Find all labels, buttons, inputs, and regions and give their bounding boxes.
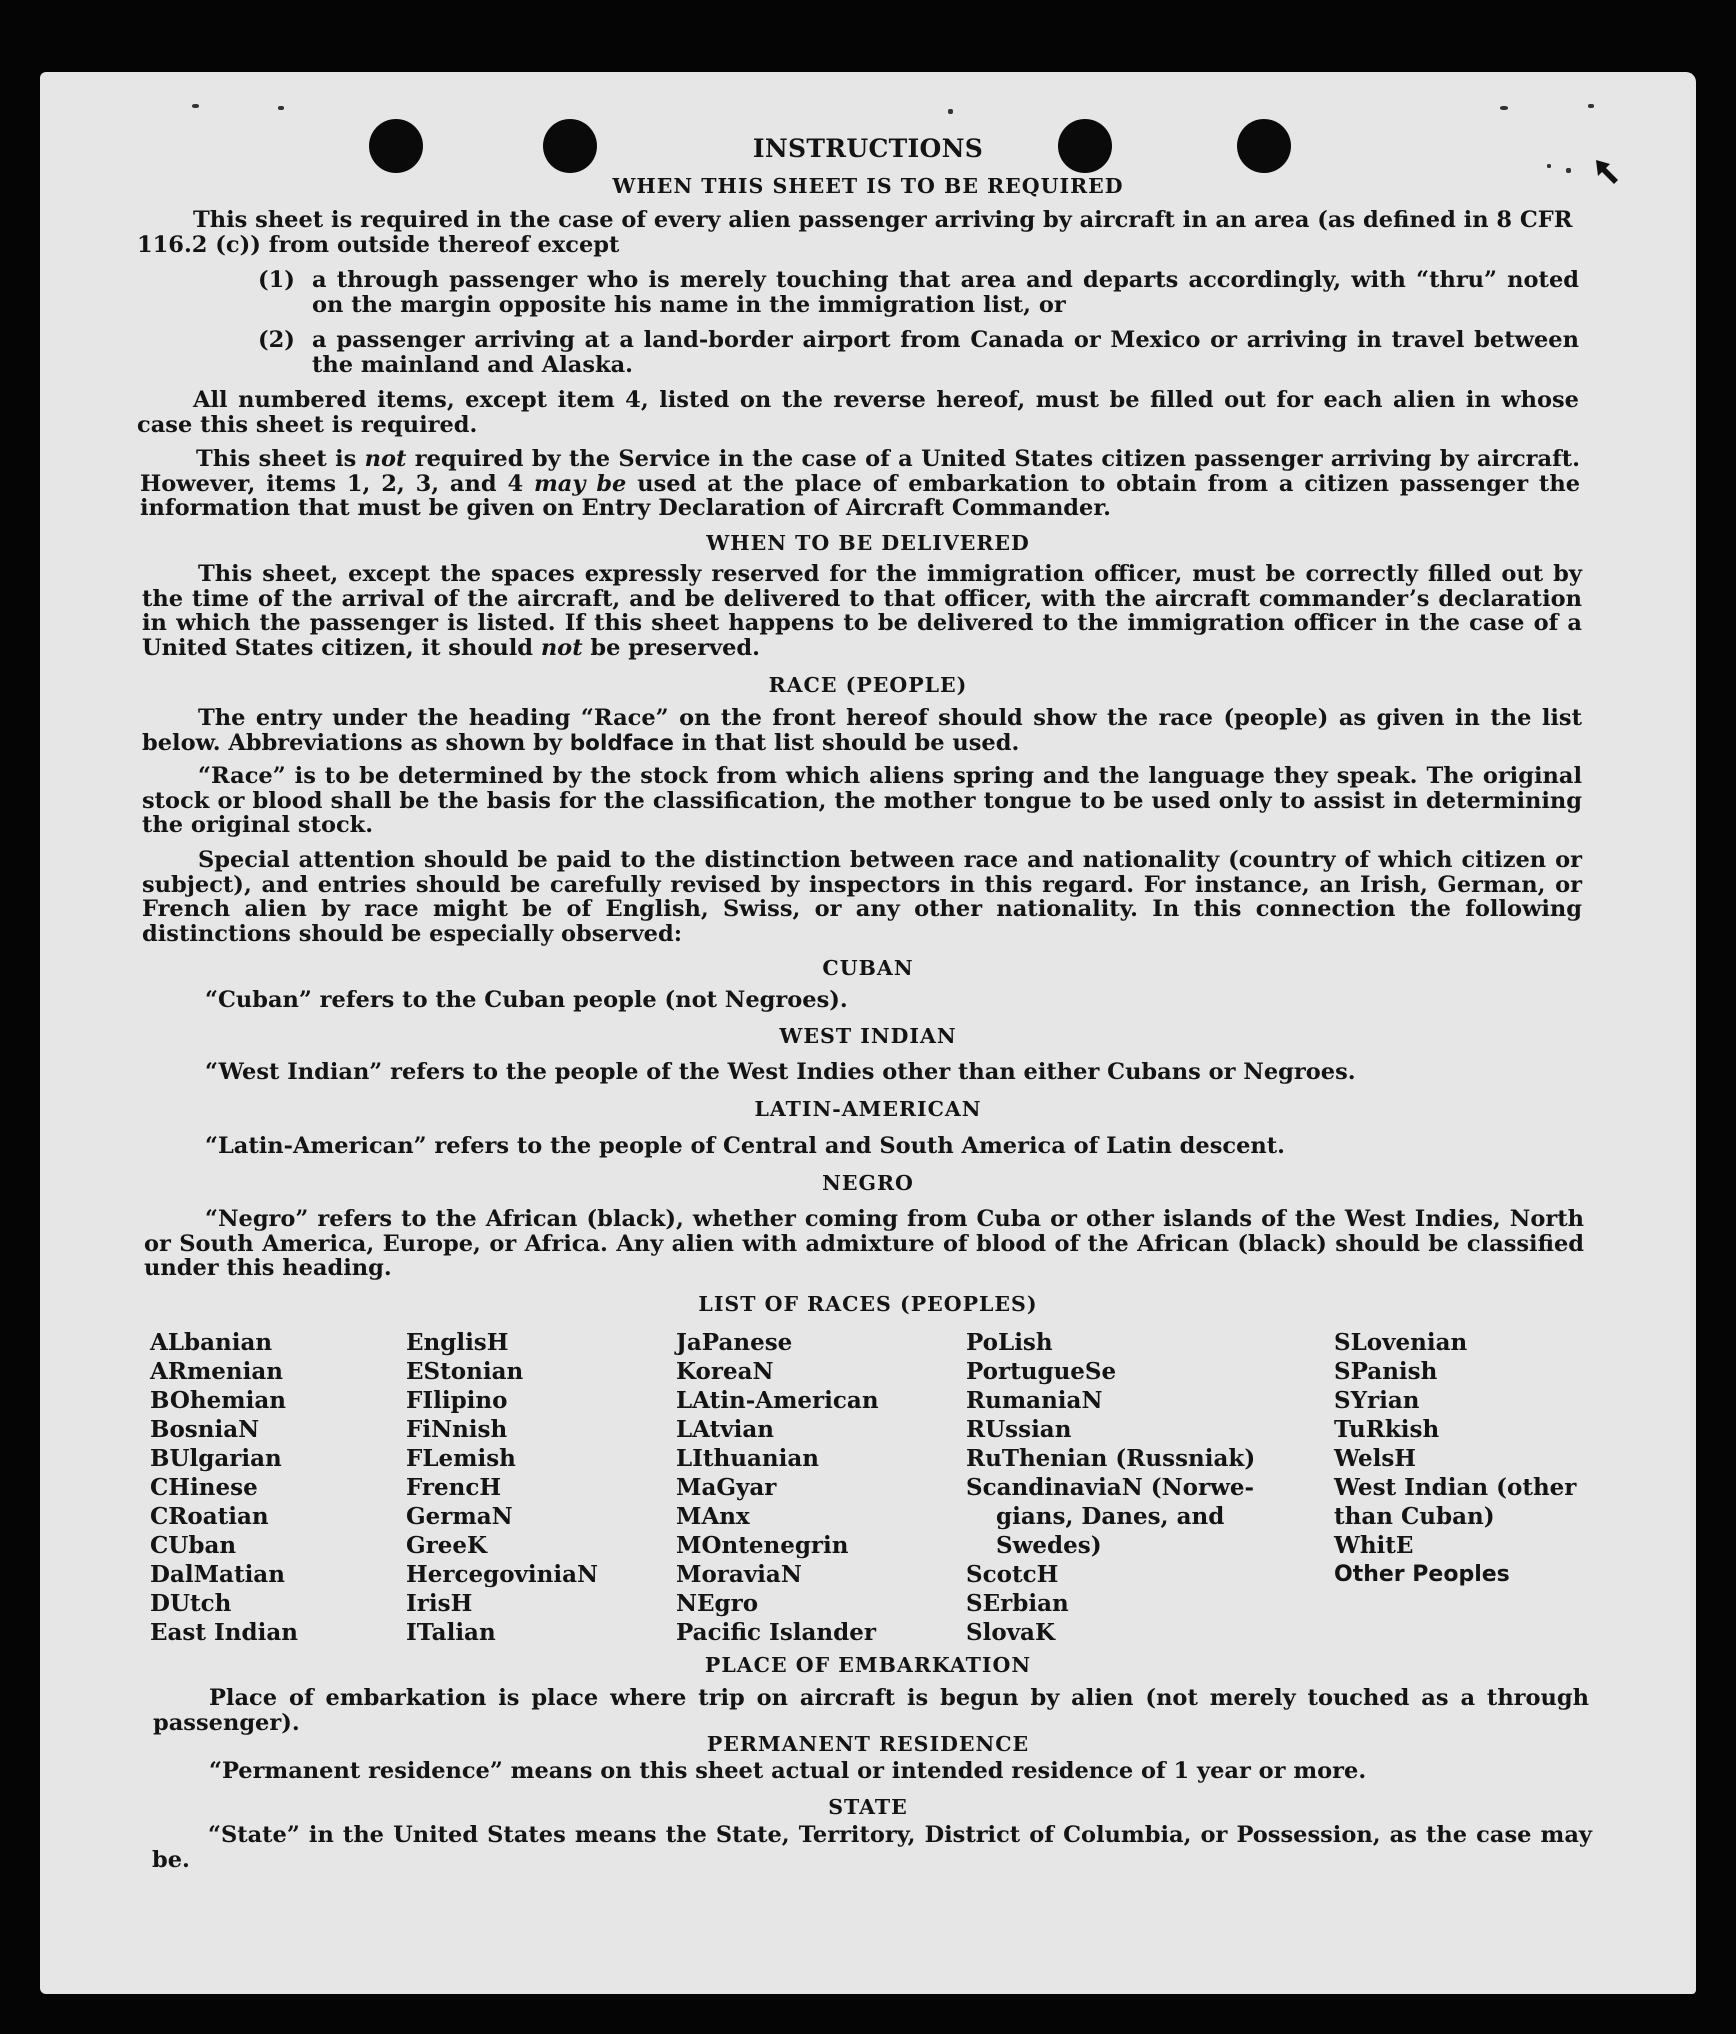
race-text-a: The entry under the heading “Race” on the front hereof should show the race (people) as given in the list below. Abbreviations as shown by	[142, 705, 1582, 756]
races-column-3	[676, 1328, 879, 1647]
citizen-text-maybe: may be	[534, 470, 627, 497]
paragraph-state: “State” in the United States means the State, Territory, District of Columbia, or Possession, as the case may be.	[152, 1822, 1592, 1873]
race-entry: CRoatian	[150, 1503, 269, 1530]
race-entry: LAtvian	[676, 1416, 774, 1443]
race-entry: FrencH	[406, 1474, 502, 1501]
race-entry: PortugueSe	[966, 1358, 1117, 1385]
paragraph-embarkation: Place of embarkation is place where trip on aircraft is begun by alien (not merely touched as a through passenger).	[153, 1685, 1589, 1736]
race-entry: MOntenegrin	[676, 1532, 849, 1559]
race-entry: SLovenian	[1334, 1329, 1468, 1356]
race-entry: SPanish	[1334, 1358, 1438, 1385]
race-entry: BosniaN	[150, 1416, 260, 1443]
item-number: (2)	[258, 327, 295, 353]
race-entry: WhitE	[1334, 1532, 1414, 1559]
races-column-5	[1334, 1328, 1576, 1589]
race-entry: BUlgarian	[150, 1445, 282, 1472]
heading-permanent-residence: PERMANENT RESIDENCE	[706, 1732, 1030, 1756]
race-entry: SYrian	[1334, 1387, 1420, 1414]
paragraph-west-indian: “West Indian” refers to the people of the West Indies other than either Cubans or Negroes.	[205, 1059, 1356, 1085]
race-entry: FLemish	[406, 1445, 516, 1472]
item-text: a passenger arriving at a land-border airport from Canada or Mexico or arriving in travel between the mainland and Alaska.	[312, 327, 1579, 378]
paragraph-delivered	[142, 562, 1582, 660]
item-number: (1)	[258, 267, 295, 293]
race-entry: than Cuban)	[1334, 1503, 1495, 1530]
race-entry: LAtin-American	[676, 1387, 879, 1414]
race-entry: MAnx	[676, 1503, 750, 1530]
race-entry: East Indian	[150, 1619, 298, 1646]
race-entry: IrisH	[406, 1590, 473, 1617]
race-entry: PoLish	[966, 1329, 1053, 1356]
intro-line-1: This sheet is required in the case of every alien passenger arriving by aircraft in an area (as defined in 8 CFR	[193, 207, 1573, 233]
delivered-text-not: not	[540, 634, 583, 661]
race-entry: RumaniaN	[966, 1387, 1103, 1414]
race-entry: MoraviaN	[676, 1561, 802, 1588]
item-text: a through passenger who is merely touching that area and departs accordingly, with “thru” noted on the margin opposite his name in the immigration list, or	[312, 267, 1579, 318]
paragraph-intro	[137, 208, 1579, 257]
heading-when-delivered: WHEN TO BE DELIVERED	[706, 531, 1030, 555]
paper-speck	[1588, 104, 1594, 108]
race-entry: GermaN	[406, 1503, 513, 1530]
race-entry: DalMatian	[150, 1561, 285, 1588]
race-entry: TuRkish	[1334, 1416, 1440, 1443]
paragraph-race-2: “Race” is to be determined by the stock from which aliens spring and the language they speak. The original stock or blood shall be the basis for the classification, the mother tongue to be used only to assist in determining the original stock.	[142, 763, 1582, 838]
paragraph-cuban: “Cuban” refers to the Cuban people (not Negroes).	[205, 987, 848, 1013]
race-text-b: in that list should be used.	[673, 729, 1020, 756]
paragraph-numbered-items: All numbered items, except item 4, listed on the reverse hereof, must be filled out for each alien in whose case this sheet is required.	[137, 387, 1579, 438]
delivered-text-a: This sheet, except the spaces expressly reserved for the immigration officer, must be correctly filled out by the time of the arrival of the aircraft, and be delivered to that officer, with the aircraft commander’s declaration in which the passenger is listed. If this sheet happens to be delivered to the immigration officer in the case of a United States citizen, it should	[142, 561, 1582, 661]
race-text-boldface: boldface	[569, 730, 674, 756]
race-entry: JaPanese	[676, 1329, 793, 1356]
heading-list-of-races: LIST OF RACES (PEOPLES)	[698, 1292, 1038, 1316]
citizen-text-c: used at the place of embarkation to obtain from a citizen passenger the information that must be given on Entry Declaration of Aircraft Commander.	[140, 470, 1581, 521]
paper-speck	[192, 104, 199, 108]
heading-latin-american: LATIN-AMERICAN	[754, 1097, 982, 1121]
paper-speck	[1547, 164, 1551, 168]
citizen-text-b: required by the Service in the case of a United States citizen passenger arriving by aircraft. However, items 1, 2, 3, and 4	[140, 446, 1580, 497]
race-entry: MaGyar	[676, 1474, 777, 1501]
race-entry: CUban	[150, 1532, 237, 1559]
races-column-2	[406, 1328, 598, 1647]
list-item-1	[258, 268, 1579, 317]
paper-speck	[1566, 168, 1571, 173]
race-entry: EStonian	[406, 1358, 524, 1385]
paragraph-negro: “Negro” refers to the African (black), whether coming from Cuba or other islands of the West Indies, North or South America, Europe, or Africa. Any alien with admixture of blood of the African (black) should be classified under this heading.	[144, 1206, 1584, 1281]
races-column-1	[150, 1328, 298, 1647]
race-entry: EnglisH	[406, 1329, 509, 1356]
paper-speck	[278, 106, 284, 110]
paper-speck	[1500, 106, 1508, 110]
paragraph-latin-american: “Latin-American” refers to the people of Central and South America of Latin descent.	[205, 1133, 1285, 1159]
paragraph-race-1	[142, 706, 1582, 756]
citizen-text-not: not	[364, 446, 407, 472]
race-entry: GreeK	[406, 1532, 488, 1559]
heading-negro: NEGRO	[822, 1171, 914, 1195]
race-entry: ScandinaviaN (Norwe-	[966, 1474, 1255, 1501]
race-entry: SErbian	[966, 1590, 1069, 1617]
paragraph-citizen	[140, 447, 1580, 521]
races-column-4	[966, 1328, 1255, 1647]
heading-cuban: CUBAN	[822, 956, 914, 980]
race-entry: RUssian	[966, 1416, 1072, 1443]
paragraph-residence: “Permanent residence” means on this sheet actual or intended residence of 1 year or more.	[209, 1758, 1367, 1784]
race-entry: RuThenian (Russniak)	[966, 1445, 1256, 1472]
race-entry: ITalian	[406, 1619, 496, 1646]
intro-line-2: 116.2 (c)) from outside thereof except	[137, 231, 620, 258]
race-entry: ScotcH	[966, 1561, 1059, 1588]
delivered-text-b: be preserved.	[582, 634, 761, 661]
race-entry: CHinese	[150, 1474, 258, 1501]
heading-race: RACE (PEOPLE)	[768, 673, 968, 697]
race-entry: ARmenian	[150, 1358, 284, 1385]
paragraph-race-3: Special attention should be paid to the distinction between race and nationality (country of which citizen or subject), and entries should be carefully revised by inspectors in this regard. For instance, an Irish, German, or French alien by race might be of English, Swiss, or any other nationality. In this connection the following distinctions should be especially observed:	[142, 847, 1582, 947]
race-entry: NEgro	[676, 1590, 759, 1617]
page-title: INSTRUCTIONS	[752, 134, 984, 163]
race-entry: Swedes)	[996, 1532, 1102, 1559]
race-entry-other-peoples: Other Peoples	[1334, 1562, 1510, 1587]
race-entry: SlovaK	[966, 1619, 1055, 1646]
race-entry: DUtch	[150, 1590, 232, 1617]
race-entry: WelsH	[1334, 1445, 1417, 1472]
document-page	[40, 72, 1696, 1994]
race-entry: gians, Danes, and	[996, 1503, 1225, 1530]
list-item-2	[258, 328, 1579, 377]
race-entry: Pacific Islander	[676, 1619, 876, 1646]
race-entry: FiNnish	[406, 1416, 508, 1443]
race-entry: ALbanian	[150, 1329, 273, 1356]
race-entry: HercegoviniaN	[406, 1561, 599, 1588]
heading-state: STATE	[828, 1795, 908, 1819]
race-entry: BOhemian	[150, 1387, 286, 1414]
race-entry: KoreaN	[676, 1358, 774, 1385]
paper-speck	[948, 109, 953, 114]
race-entry: LIthuanian	[676, 1445, 819, 1472]
race-entry: FIlipino	[406, 1387, 508, 1414]
citizen-text-a: This sheet is	[196, 446, 365, 472]
heading-embarkation: PLACE OF EMBARKATION	[704, 1653, 1032, 1677]
heading-west-indian: WEST INDIAN	[779, 1024, 957, 1048]
heading-when-required: WHEN THIS SHEET IS TO BE REQUIRED	[612, 174, 1124, 198]
race-entry: West Indian (other	[1334, 1474, 1577, 1501]
